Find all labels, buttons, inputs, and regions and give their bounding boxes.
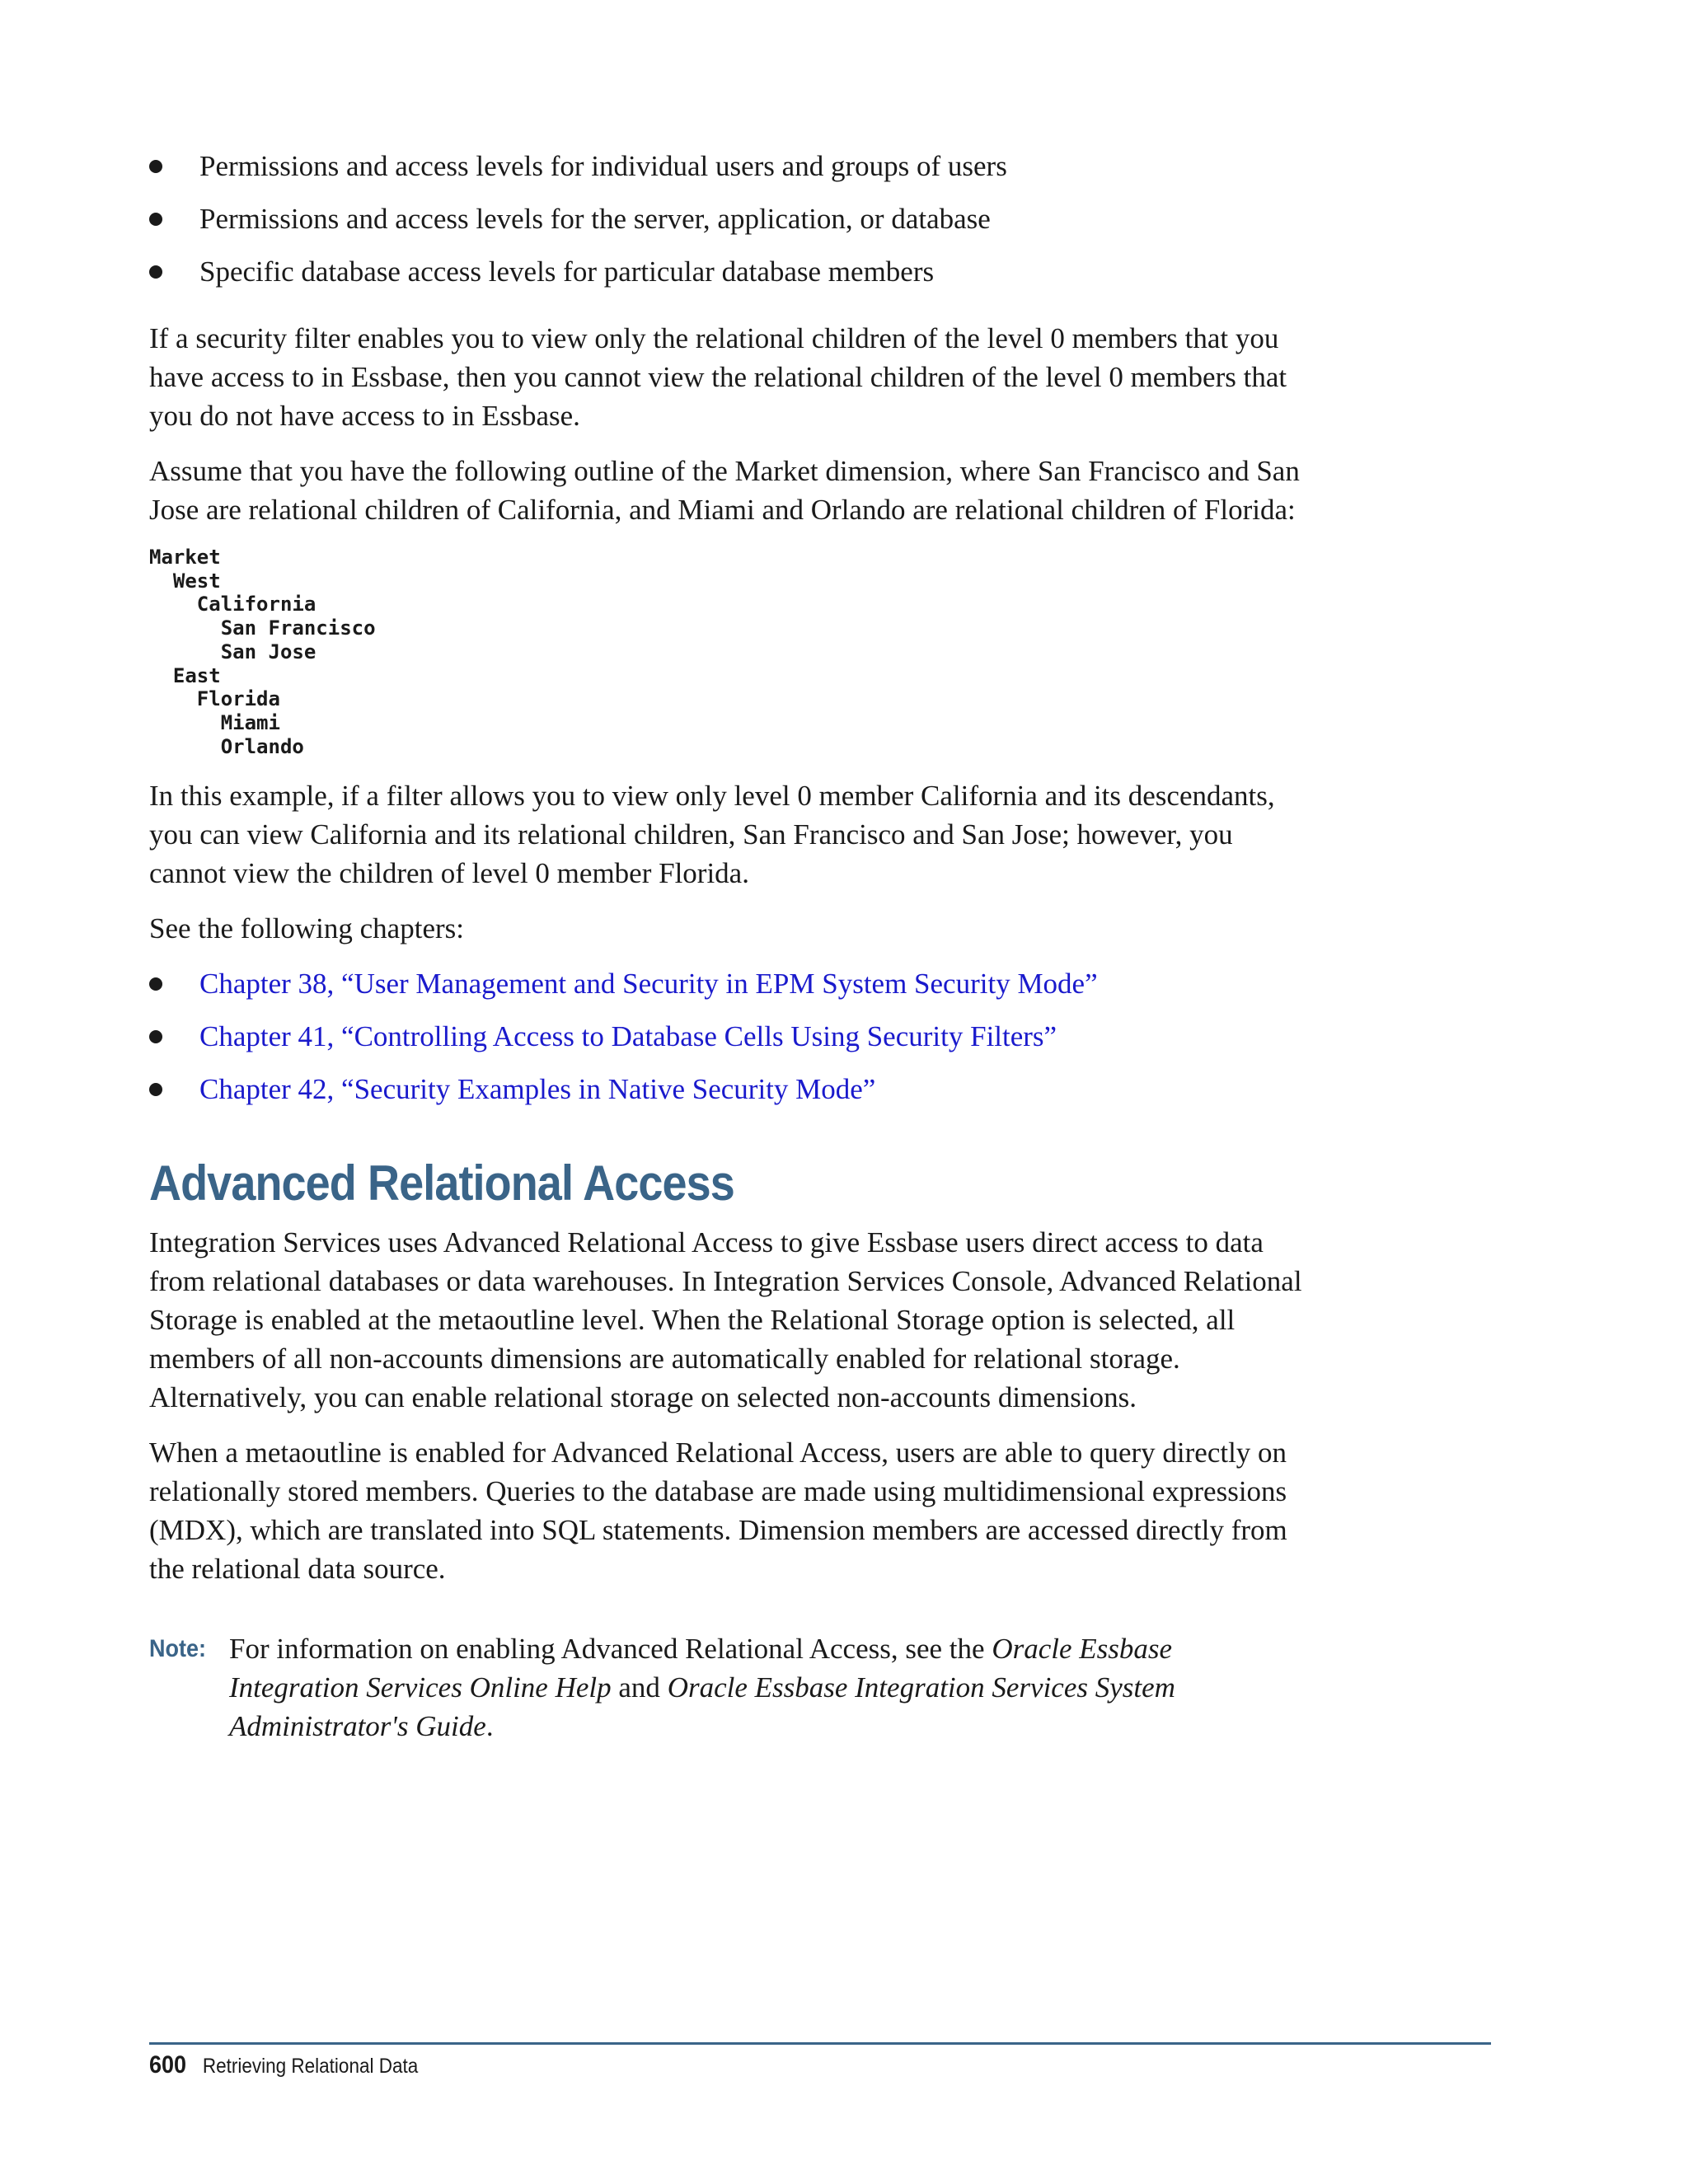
list-item [149,252,1303,291]
bullet-icon [149,160,162,173]
chapter-38-link[interactable]: Chapter 38, “User Management and Security in EPM System Security Mode” [199,968,1098,1001]
outline-line: Miami [149,710,280,734]
advanced-relational-access-paragraph-2: When a metaoutline is enabled for Advanced Relational Access, users are able to query directly on relationally stored members. Queries to the database are made using multidimensional expressions (MDX), which are translated into SQL statements. Dimension members are accessed directly from the relational data source. [149,1436,1287,1586]
list-item-text: Permissions and access levels for the server, application, or database [199,203,991,235]
list-item [149,1017,1303,1056]
page-number: 600 [149,2051,187,2079]
see-chapters-paragraph: See the following chapters: [149,912,464,945]
list-item-text: Permissions and access levels for individual users and groups of users [199,150,1007,182]
page-footer [149,2050,418,2081]
bullet-icon [149,1083,162,1096]
footer-divider [149,2042,1491,2045]
bullet-icon [149,1030,162,1043]
market-outline-intro-paragraph: Assume that you have the following outline of the Market dimension, where San Francisco and San Jose are relational children of California, and Miami and Orlando are relational children of Florida: [149,455,1300,526]
permission-bullet-list [149,147,1303,291]
list-item-text: Specific database access levels for particular database members [199,255,935,288]
bullet-icon [149,265,162,279]
outline-line: Florida [149,687,280,711]
outline-line: West [149,569,221,593]
admin-guide-title: Oracle Essbase Integration Services System Administrator's Guide [229,1671,1175,1743]
outline-line: Market [149,546,221,569]
online-help-title: Oracle Essbase Integration Services Online Help [229,1633,1173,1704]
bullet-icon [149,977,162,991]
list-item [149,1070,1303,1108]
outline-line: California [149,593,316,616]
list-item [149,199,1303,238]
note-text-part: and [611,1671,668,1704]
market-outline-code-block [149,546,1303,758]
note-text-part: For information on enabling Advanced Relational Access, see the [229,1633,992,1666]
note-text [229,1629,1301,1746]
footer-title: Retrieving Relational Data [202,2055,419,2078]
page-content [149,147,1303,1746]
example-paragraph: In this example, if a filter allows you to view only level 0 member California and its descendants, you can view California and its relational children, San Francisco and San Jose; however, you cannot view the children of level 0 member Florida. [149,780,1275,890]
security-filter-paragraph: If a security filter enables you to view only the relational children of the level 0 members that you have access to in Essbase, then you cannot view the relational children of the level 0 members that you do not have access to in Essbase. [149,322,1287,432]
chapter-link-list [149,964,1303,1108]
note-label: Note: [149,1635,206,1663]
advanced-relational-access-paragraph-1: Integration Services uses Advanced Relational Access to give Essbase users direct access to data from relational databases or data warehouses. In Integration Services Console, Advanced Relational Storage is enabled at the metaoutline level. When the Relational Storage option is selected, all members of all non-accounts dimensions are automatically enabled for relational storage. Alternatively, you can enable relational storage on selected non-accounts dimensions. [149,1226,1302,1414]
list-item [149,147,1303,185]
outline-line: San Jose [149,640,316,663]
section-heading: Advanced Relational Access [149,1155,734,1212]
bullet-icon [149,213,162,226]
chapter-42-link[interactable]: Chapter 42, “Security Examples in Native Security Mode” [199,1073,876,1106]
list-item [149,964,1303,1003]
outline-line: San Francisco [149,616,376,640]
outline-line: Orlando [149,734,304,758]
note-box [149,1629,1303,1746]
chapter-41-link[interactable]: Chapter 41, “Controlling Access to Database Cells Using Security Filters” [199,1020,1057,1053]
note-text-part: . [485,1710,494,1743]
outline-line: East [149,663,221,687]
